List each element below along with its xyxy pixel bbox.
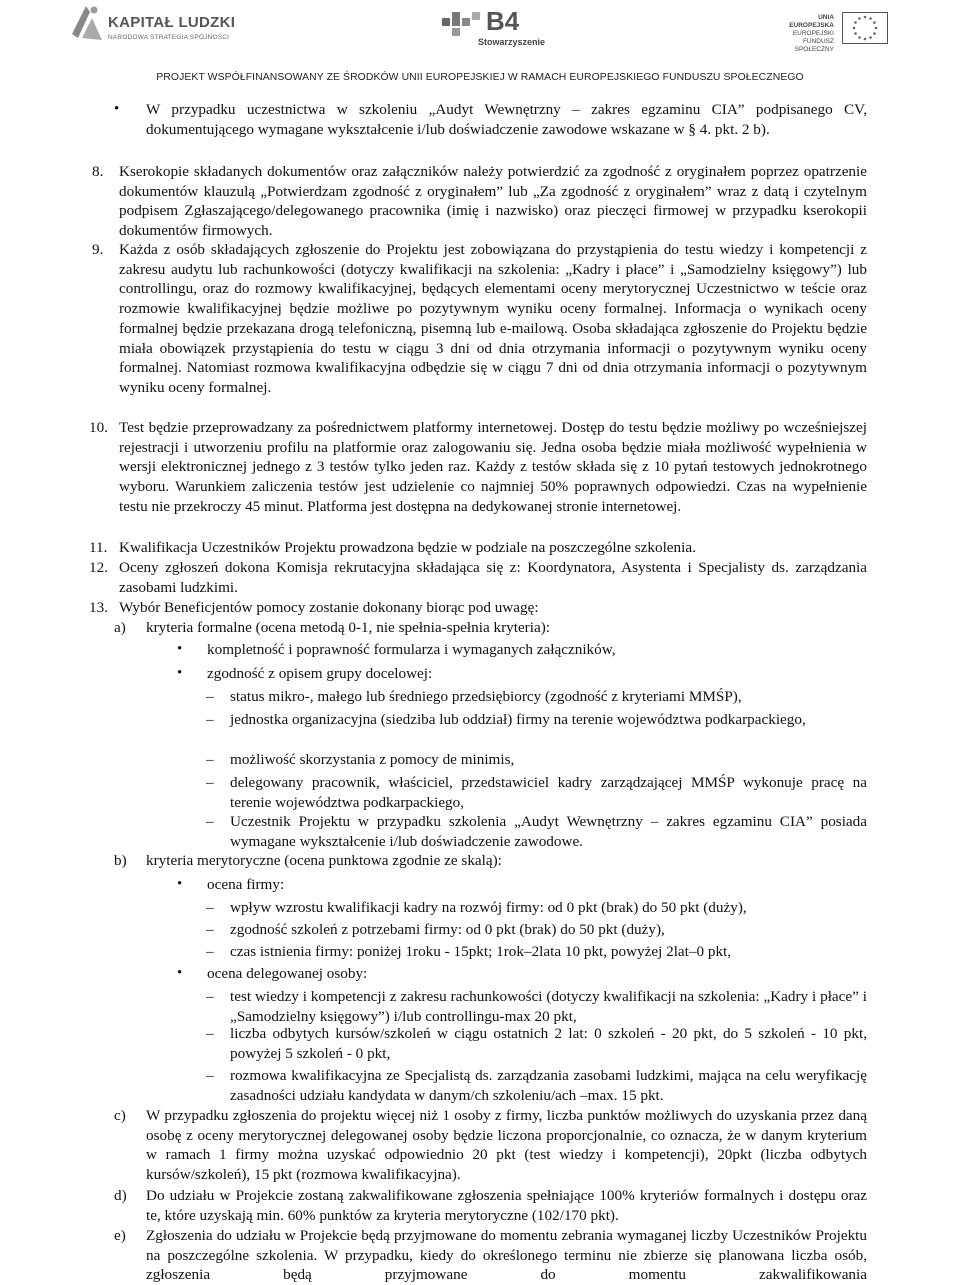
dash-icon: – <box>206 988 214 1005</box>
a-dash-1-text: status mikro-, małego lub średniego przedsiębiorcy (zgodność z kryteriami MMŚP), <box>230 688 742 705</box>
item-10-text: Test będzie przeprowadzany za pośrednictwem platformy internetowej. Dostęp do testu będzie możliwy po wcześniejszej rejestracji i utworzeniu profilu na platformie oraz zalogowaniu się. Jedna osoba będzie miała możliwość wypełnienia w wersji elektronicznej jednego z 3 testów tylko jeden raz. Każdy z testów składa się z 10 pytań testowych jednokrotnego wyboru. Warunkiem zaliczenia testów jest udzielenie co najmniej 50% poprawnych odpowiedzi. Czas na wypełnienie testu nie przekroczy 45 minut. Platforma jest dostępna na dedykowanej stronie internetowej. <box>119 419 867 515</box>
b-bullet-2-text: ocena delegowanej osoby: <box>207 965 368 982</box>
bullet-icon: • <box>177 965 183 981</box>
a-bullet-1-text: kompletność i poprawność formularza i wymaganych załączników, <box>207 641 616 658</box>
item-number-11: 11. <box>89 539 108 556</box>
item-9-text: Każda z osób składających zgłoszenie do Projektu jest zobowiązana do przystąpienia do testu wiedzy i kompetencji z zakresu audytu lub rachunkowości (dotyczy kwalifikacji na szkolenia: „Kadry i płace” i „Samodzielny księgowy”) lub controllingu, oraz do rozmowy kwalifikacyjnej, będących elementami oceny merytorycznej Uczestnictwo w teście oraz rozmowie kwalifikacyjnej będzie możliwe po pozytywnym wyniku oceny formalnej. Informacja o wynikach oceny formalnej będzie przekazana drogą telefoniczną, pisemną lub e-mailową. Osoba składająca zgłoszenie do Projektu będzie miała obowiązek przystąpienia do testu w ciągu 3 dni od dnia otrzymania informacji o pozytywnym wyniku oceny formalnej. Natomiast rozmowa kwalifikacyjna odbędzie się w ciągu 7 dni od dnia otrzymania informacji o pozytywnym wyniku oceny formalnej. <box>119 241 867 396</box>
bullet-icon: • <box>177 641 183 657</box>
a-dash-3-text: możliwość skorzystania z pomocy de minimis, <box>230 751 515 768</box>
item-d-text: Do udziału w Projekcie zostaną zakwalifikowane zgłoszenia spełniające 100% kryteriów formalnych i dostępu oraz te, które uzyskają min. 60% punktów za kryteria merytoryczne (102/170 pkt). <box>146 1187 867 1224</box>
item-a-text: kryteria formalne (ocena metodą 0-1, nie spełnia-spełnia kryteria): <box>146 619 550 636</box>
b-dash-1-text: wpływ wzrostu kwalifikacji kadry na rozwój firmy: od 0 pkt (brak) do 50 pkt (duży), <box>230 899 747 916</box>
eu-logo-text <box>774 14 834 54</box>
eu-line-3: FUNDUSZ SPOŁECZNY <box>794 38 834 53</box>
dash-icon: – <box>206 1025 214 1042</box>
a-dash-2-text: jednostka organizacyjna (siedziba lub oddział) firmy na terenie województwa podkarpackiego, <box>230 711 806 728</box>
dash-icon: – <box>206 688 214 705</box>
eu-line-2: EUROPEJSKI <box>792 30 834 37</box>
item-8-text: Kserokopie składanych dokumentów oraz załączników należy potwierdzić za zgodność z oryginałem poprzez opatrzenie dokumentów klauzulą „Potwierdzam zgodność z oryginałem” lub „Za zgodność z oryginałem” wraz z datą i czytelnym podpisem Zgłaszającego/delegowanego pracownika (imię i nazwisko) oraz pieczęci firmowej w przypadku kserokopii dokumentów firmowych. <box>119 163 867 240</box>
bullet-icon: • <box>177 876 183 892</box>
item-11-text: Kwalifikacja Uczestników Projektu prowadzona będzie w podziale na poszczególne szkolenia. <box>119 539 696 556</box>
b-bullet-1-text: ocena firmy: <box>207 876 285 893</box>
item-e-text: Zgłoszenia do udziału w Projekcie będą przyjmowane do momentu zebrania wymaganej liczby Uczestników Projektu na poszczególne szkolenia. W przypadku, kiedy do określonego terminu nie zbierze się planowana liczba osób, zgłoszenia będą przyjmowane do momentu zakwalifikowania <box>146 1227 867 1284</box>
dash-icon: – <box>206 774 214 791</box>
a-bullet-2-text: zgodność z opisem grupy docelowej: <box>207 665 433 682</box>
item-number-12: 12. <box>89 559 108 576</box>
label-d: d) <box>114 1187 127 1204</box>
dash-icon: – <box>206 1067 214 1084</box>
a-dash-5-text: Uczestnik Projektu w przypadku szkolenia „Audyt Wewnętrzny – zakres egzaminu CIA” posiada wymagane wykształcenie i/lub doświadczenie zawodowe. <box>230 813 867 850</box>
item-12-text: Oceny zgłoszeń dokona Komisja rekrutacyjna składająca się z: Koordynatora, Asystenta i Specjalisty ds. zarządzania zasobami ludzkimi. <box>119 559 867 596</box>
bullet-icon: • <box>177 665 183 681</box>
b-dash-5-text: liczba odbytych kursów/szkoleń w ciągu ostatnich 2 lat: 0 szkoleń - 20 pkt, do 5 szkoleń - 10 pkt, powyżej 5 szkoleń - 0 pkt, <box>230 1025 867 1062</box>
kapital-ludzki-subtitle: NARODOWA STRATEGIA SPÓJNOŚCI <box>108 34 230 41</box>
project-cofinancing-line: PROJEKT WSPÓŁFINANSOWANY ZE ŚRODKÓW UNII EUROPEJSKIEJ W RAMACH EUROPEJSKIEGO FUNDUSZU SPOŁECZNEGO <box>156 72 804 83</box>
b4-mark-icon <box>440 10 484 38</box>
item-c-text: W przypadku zgłoszenia do projektu więcej niż 1 osoby z firmy, liczba punktów możliwych do uzyskania przez daną osobę z oceny merytorycznej delegowanej osoby będzie liczona proporcjonalnie, co oznacza, że w danym kryterium w ramach 1 firmy można uzyskać odpowiednio 20 pkt (test wiedzy i kompetencji), 20pkt (liczba odbytych kursów/szkoleń), 15 pkt (rozmowa kwalifikacyjna). <box>146 1107 867 1184</box>
label-c: c) <box>114 1107 126 1124</box>
b4-logo <box>440 6 546 50</box>
item-13-text: Wybór Beneficjentów pomocy zostanie dokonany biorąc pod uwagę: <box>119 599 539 616</box>
page-header <box>0 0 960 90</box>
b4-title: B4 <box>486 6 520 36</box>
item-number-9: 9. <box>92 241 104 258</box>
b-dash-6-text: rozmowa kwalifikacyjna ze Specjalistą ds. zarządzania zasobami ludzkimi, mająca na celu weryfikację zasadności udziału kandydata w danym/ch szkoleniu/ach –max. 15 pkt. <box>230 1067 867 1104</box>
item-number-8: 8. <box>92 163 104 180</box>
a-dash-4-text: delegowany pracownik, właściciel, przedstawiciel kadry zarządzającej MMŚP wykonuje pracę na terenie województwa podkarpackiego, <box>230 774 867 811</box>
kapital-ludzki-logo <box>70 4 236 48</box>
dash-icon: – <box>206 711 214 728</box>
eu-flag-icon <box>842 12 888 44</box>
dash-icon: – <box>206 943 214 960</box>
dash-icon: – <box>206 899 214 916</box>
bullet-icon: • <box>114 101 120 117</box>
b-dash-4-text: test wiedzy i kompetencji z zakresu rachunkowości (dotyczy kwalifikacji na szkolenia: „Kadry i płace” i „Samodzielny księgowy”) i/lub controllingu-max 20 pkt, <box>230 988 867 1025</box>
b-dash-3-text: czas istnienia firmy: poniżej 1roku - 15pkt; 1rok–2lata 10 pkt, powyżej 2lat–0 pkt, <box>230 943 732 960</box>
item-number-13: 13. <box>89 599 108 616</box>
b-dash-2-text: zgodność szkoleń z potrzebami firmy: od 0 pkt (brak) do 50 pkt (duży), <box>230 921 665 938</box>
kapital-ludzki-emblem-icon <box>70 4 104 44</box>
eu-logo <box>770 10 890 53</box>
bullet-cia-text: W przypadku uczestnictwa w szkoleniu „Audyt Wewnętrzny – zakres egzaminu CIA” podpisanego CV, dokumentującego wymagane wykształcenie i/lub doświadczenie zawodowe wskazane w § 4. pkt. 2 b). <box>146 101 867 138</box>
label-b: b) <box>114 852 127 869</box>
label-e: e) <box>114 1227 126 1244</box>
label-a: a) <box>114 619 126 636</box>
item-b-text: kryteria merytoryczne (ocena punktowa zgodnie ze skalą): <box>146 852 502 869</box>
dash-icon: – <box>206 813 214 830</box>
dash-icon: – <box>206 921 214 938</box>
item-number-10: 10. <box>89 419 108 436</box>
b4-subtitle: Stowarzyszenie <box>478 37 546 47</box>
eu-line-1: UNIA EUROPEJSKA <box>789 14 834 29</box>
dash-icon: – <box>206 751 214 768</box>
kapital-ludzki-title: KAPITAŁ LUDZKI <box>108 14 236 31</box>
